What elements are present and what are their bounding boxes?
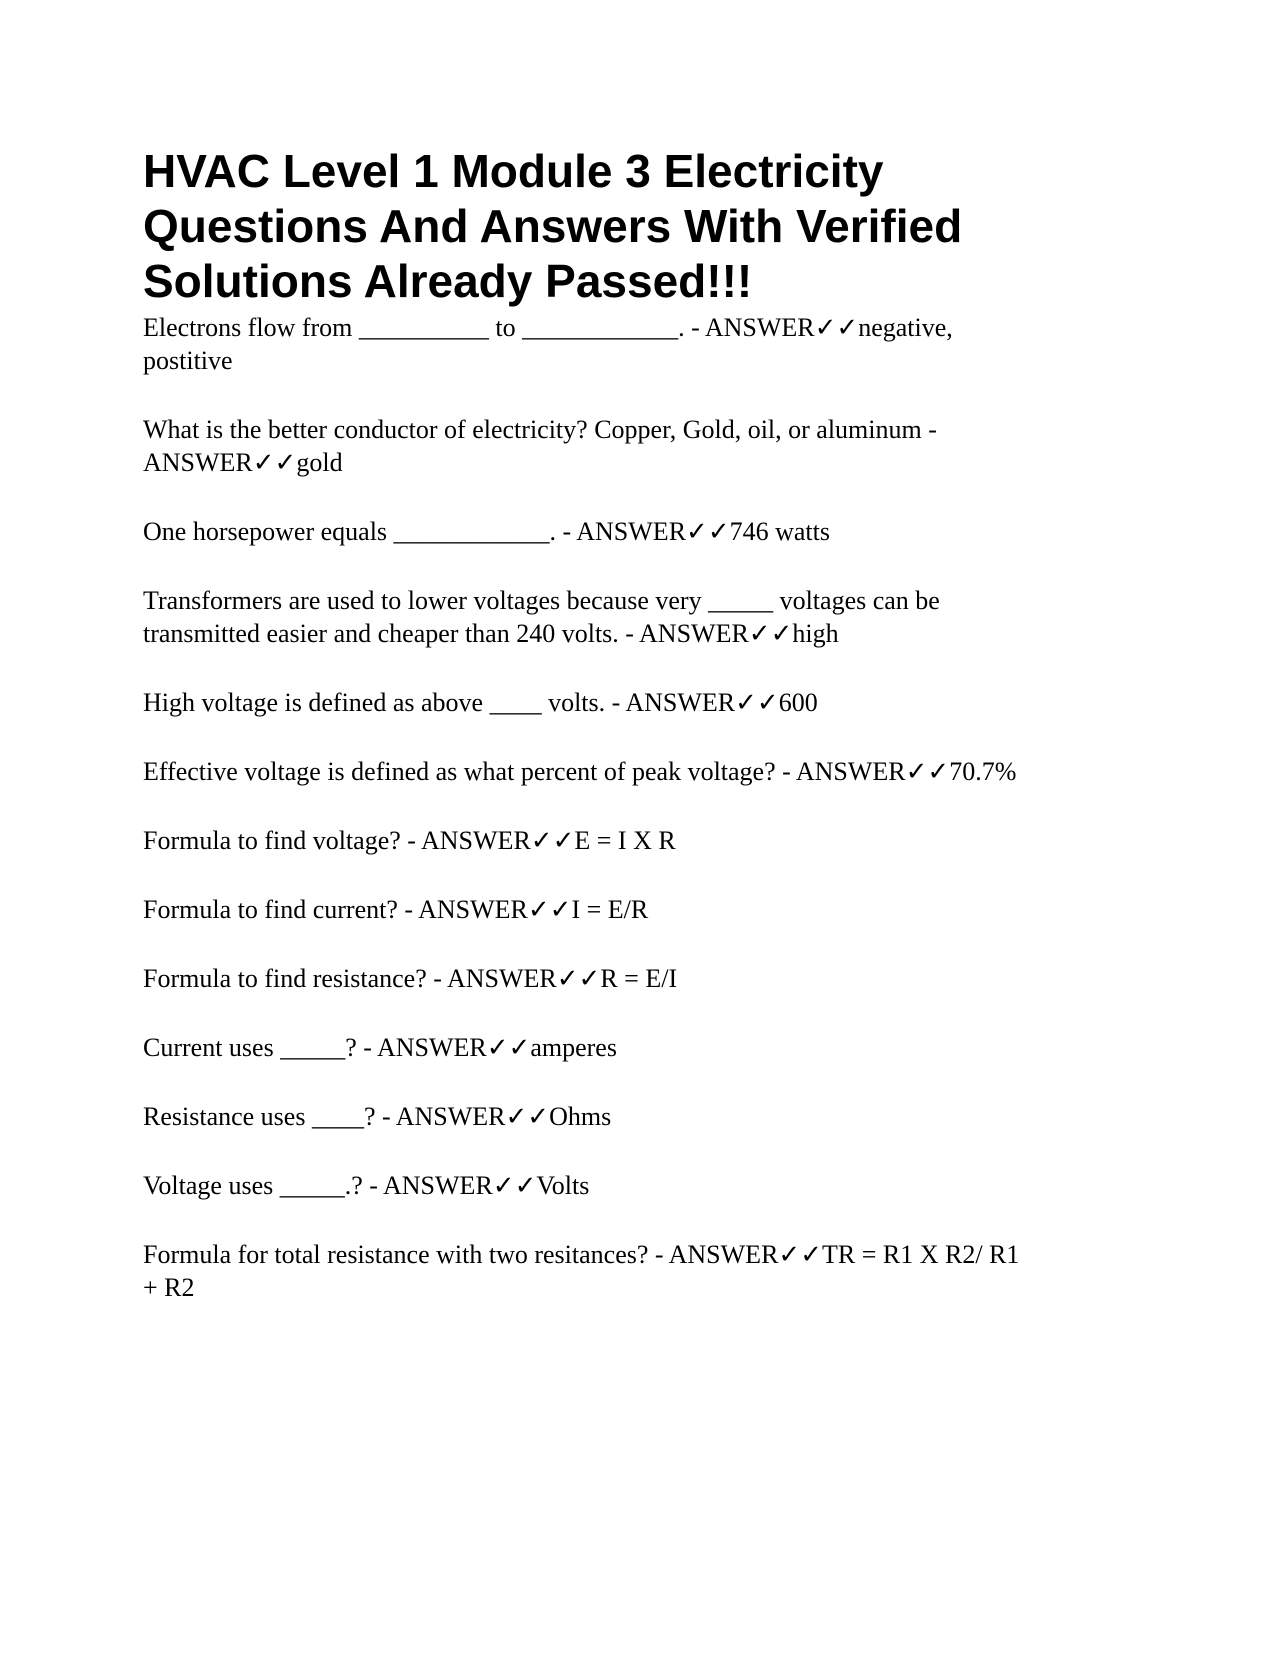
qa-item [143,686,1023,719]
answer-text: I = E/R [571,895,649,924]
qa-item [143,1031,1023,1064]
answer-text: TR = R1 X R2/ R1 + R2 [143,1240,1020,1302]
answer-label: - ANSWER✓✓ [654,1240,822,1269]
answer-label: - ANSWER✓✓ [782,757,950,786]
qa-item [143,824,1023,857]
question-text: Resistance uses ____? [143,1102,376,1131]
answer-text: amperes [530,1033,617,1062]
answer-label: - ANSWER✓✓ [369,1171,537,1200]
question-text: Effective voltage is defined as what percent of peak voltage? [143,757,776,786]
qa-item [143,413,1023,479]
qa-item [143,515,1023,548]
answer-label: - ANSWER✓✓ [611,688,779,717]
answer-text: 70.7% [949,757,1017,786]
question-text: High voltage is defined as above ____ volts. [143,688,606,717]
answer-label: - ANSWER✓✓ [404,895,572,924]
answer-label: - ANSWER✓✓ [407,826,575,855]
answer-text: negative, postitive [143,313,953,375]
qa-item [143,1100,1023,1133]
question-text: Electrons flow from __________ to ____________. [143,313,685,342]
qa-item [143,962,1023,995]
question-text: Formula for total resistance with two resitances? [143,1240,649,1269]
question-text: Transformers are used to lower voltages because very _____ voltages can be transmitted easier and cheaper than 240 volts. [143,586,940,648]
qa-item [143,755,1023,788]
qa-item [143,1169,1023,1202]
answer-text: Ohms [549,1102,612,1131]
answer-text: R = E/I [600,964,678,993]
answer-text: gold [296,448,343,477]
question-text: What is the better conductor of electricity? Copper, Gold, oil, or aluminum [143,415,922,444]
answer-text: 746 watts [729,517,830,546]
answer-text: high [792,619,839,648]
qa-item [143,893,1023,926]
document-title: HVAC Level 1 Module 3 Electricity Questions And Answers With Verified Solutions Already Passed!!! [143,145,963,307]
answer-label: - ANSWER✓✓ [625,619,793,648]
question-text: Formula to find voltage? [143,826,401,855]
answer-text: 600 [778,688,818,717]
question-text: Formula to find resistance? [143,964,427,993]
question-text: Current uses _____? [143,1033,357,1062]
answer-text: E = I X R [574,826,676,855]
qa-item [143,311,1023,377]
answer-label: - ANSWER✓✓ [143,415,937,477]
question-text: Formula to find current? [143,895,398,924]
qa-item [143,584,1023,650]
qa-list [143,311,1023,1340]
qa-item [143,1238,1023,1304]
answer-label: - ANSWER✓✓ [562,517,730,546]
answer-label: - ANSWER✓✓ [382,1102,550,1131]
answer-label: - ANSWER✓✓ [433,964,601,993]
question-text: One horsepower equals ____________. [143,517,557,546]
answer-label: - ANSWER✓✓ [363,1033,531,1062]
question-text: Voltage uses _____.? [143,1171,363,1200]
answer-label: - ANSWER✓✓ [691,313,859,342]
answer-text: Volts [536,1171,590,1200]
